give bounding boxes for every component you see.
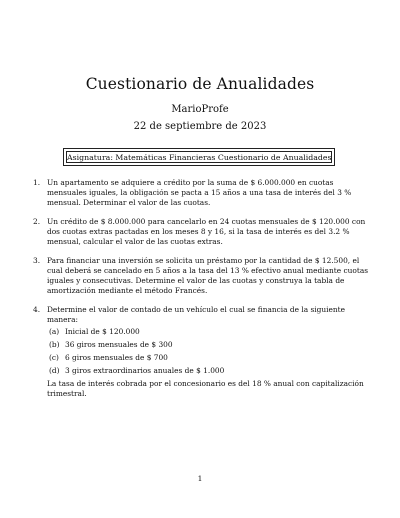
subject-box-text: Asignatura: Matemáticas Financieras Cuestionario de Anualidades: [67, 153, 332, 162]
question-text: Un apartamento se adquiere a crédito por la suma de $ 6.000.000 en cuotas mensuales iguales, la obligación se pacta a 15 años a una tasa de interés del 3 % mensual. Determinar el valor de las cuotas.: [47, 178, 352, 207]
question-item: [33, 256, 373, 296]
part-item: [47, 340, 373, 350]
question-text: Determine el valor de contado de un vehículo el cual se financia de la siguiente manera:: [47, 305, 345, 324]
question-note: La tasa de interés cobrada por el concesionario es del 18 % anual con capitalización trimestral.: [47, 379, 364, 398]
document-title: Cuestionario de Anualidades: [85, 75, 315, 93]
question-list: [33, 178, 373, 408]
question-item: [33, 178, 373, 208]
question-number: 2.: [33, 217, 41, 226]
question-number: 1.: [33, 178, 41, 187]
question-text: Un crédito de $ 8.000.000 para cancelarlo en 24 cuotas mensuales de $ 120.000 con dos cuotas extras pactadas en los meses 8 y 16, si la tasa de interés es del 3.2 % mensual, calcular el valor de las cuotas extras.: [47, 217, 366, 246]
part-item: [47, 353, 373, 363]
part-label: (b): [49, 340, 60, 349]
part-item: [47, 327, 373, 337]
question-number: 3.: [33, 256, 41, 265]
question-text: Para financiar una inversión se solicita un préstamo por la cantidad de $ 12.500, el cual deberá se cancelado en 5 años a la tasa del 13 % efectivo anual mediante cuotas iguales y consecutivas. Determine el valor de las cuotas y construya la tabla de amortización mediante el método Francés.: [47, 256, 369, 295]
part-text: 36 giros mensuales de $ 300: [65, 340, 173, 349]
question-item: [33, 217, 373, 247]
part-text: 6 giros mensuales de $ 700: [65, 353, 168, 362]
question-item: [33, 305, 373, 399]
subject-box: [63, 148, 335, 166]
page-number: 1: [197, 474, 203, 483]
question-number: 4.: [33, 305, 41, 314]
part-text: 3 giros extraordinarios anuales de $ 1.000: [65, 366, 225, 375]
document-author: MarioProfe: [171, 104, 229, 115]
part-label: (c): [49, 353, 59, 362]
part-item: [47, 366, 373, 376]
question-parts: [47, 327, 373, 376]
part-text: Inicial de $ 120.000: [65, 327, 140, 336]
part-label: (d): [49, 366, 60, 375]
part-label: (a): [49, 327, 60, 336]
document-date: 22 de septiembre de 2023: [133, 121, 267, 132]
